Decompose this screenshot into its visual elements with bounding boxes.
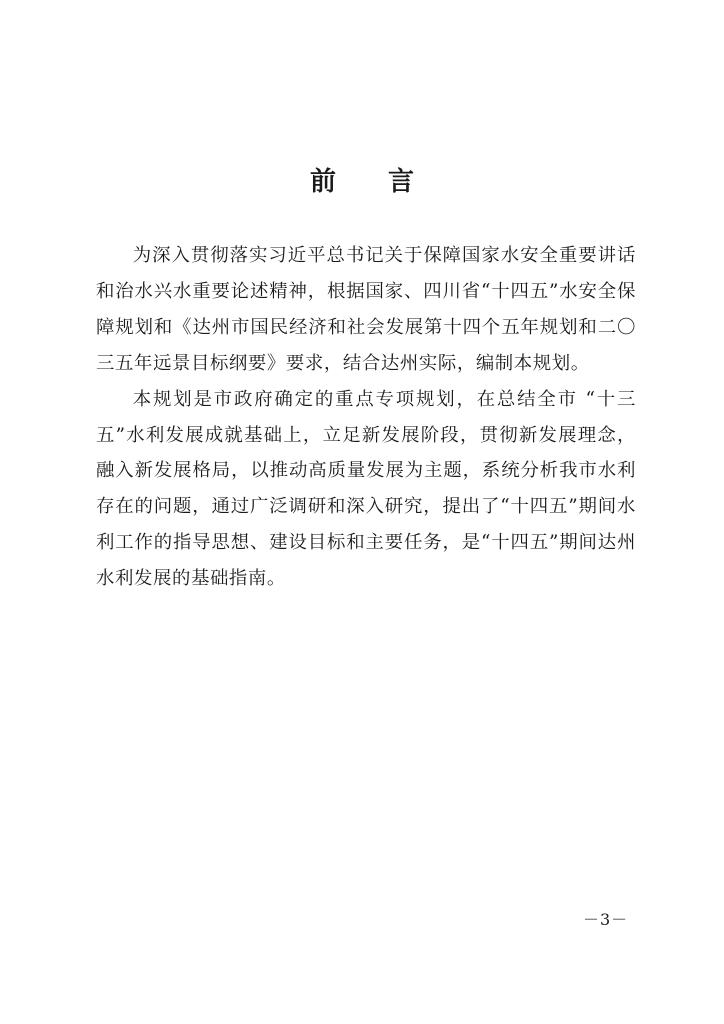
preface-body — [96, 238, 636, 597]
paragraph-2: 本规划是市政府确定的重点专项规划，在总结全市 “十三五”水利发展成就基础上，立足新发展阶段，贯彻新发展理念，融入新发展格局，以推动高质量发展为主题，系统分析我市水利存在的问题，通过广泛调研和深入研究，提出了“十四五”期间水利工作的指导思想、建设目标和主要任务，是“十四五”期间达州水利发展的基础指南。 — [96, 388, 636, 590]
page-title — [0, 162, 724, 202]
page-number: －3－ — [583, 910, 629, 929]
title-char-2: 言 — [388, 167, 415, 197]
paragraph-1: 为深入贯彻落实习近平总书记关于保障国家水安全重要讲话和治水兴水重要论述精神，根据国家、四川省“十四五”水安全保障规划和《达州市国民经济和社会发展第十四个五年规划和二〇三五年远景目标纲要》要求，结合达州实际，编制本规划。 — [96, 245, 636, 374]
title-char-1: 前 — [309, 167, 336, 197]
